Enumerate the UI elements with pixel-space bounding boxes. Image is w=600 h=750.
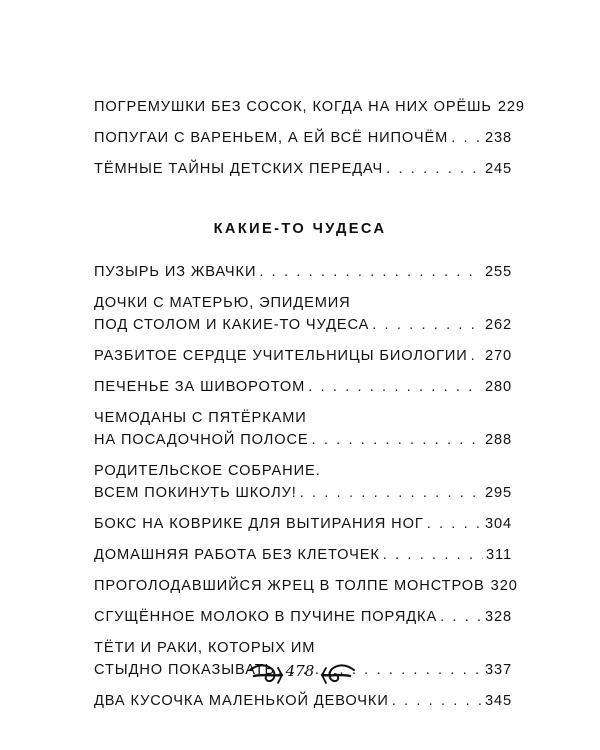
toc-entry-title: ДВА КУСОЧКА МАЛЕНЬКОЙ ДЕВОЧКИ <box>94 693 389 709</box>
toc-entry-title: ПУЗЫРЬ ИЗ ЖВАЧКИ <box>94 264 257 280</box>
toc-entry-page: 238 <box>484 130 512 146</box>
toc-entry[interactable] <box>94 544 512 566</box>
toc-entry[interactable] <box>94 513 512 535</box>
toc-entry-title-line1: ДОЧКИ С МАТЕРЬЮ, ЭПИДЕМИЯ <box>94 295 351 311</box>
toc-entry-page: 311 <box>486 547 512 563</box>
toc-entry-title: ПОД СТОЛОМ И КАКИЕ-ТО ЧУДЕСА <box>94 317 370 333</box>
toc-entry[interactable] <box>94 158 512 180</box>
dot-leader <box>451 127 482 149</box>
dot-leader <box>383 544 483 566</box>
dot-leader <box>259 261 482 283</box>
toc-entry[interactable] <box>94 575 518 597</box>
toc-entry-title-line1: РОДИТЕЛЬСКОЕ СОБРАНИЕ. <box>94 463 321 479</box>
toc-entry-page: 345 <box>484 693 512 709</box>
dot-leader <box>300 482 482 504</box>
dot-leader <box>440 606 482 628</box>
toc-entry[interactable] <box>94 292 512 336</box>
toc-entry-title: ПЕЧЕНЬЕ ЗА ШИВОРОТОМ <box>94 379 306 395</box>
toc-entry-title: ТЁМНЫЕ ТАЙНЫ ДЕТСКИХ ПЕРЕДАЧ <box>94 161 384 177</box>
section-heading: КАКИЕ-ТО ЧУДЕСА <box>213 221 387 237</box>
toc-entry-title: СТЫДНО ПОКАЗЫВАТЬ <box>94 662 275 678</box>
toc-main-block <box>94 261 518 721</box>
toc-entry-page: 337 <box>484 662 512 678</box>
page-footer <box>0 656 600 696</box>
right-flourish-icon <box>316 656 356 692</box>
dot-leader <box>471 345 482 367</box>
toc-entry-page: 280 <box>484 379 512 395</box>
toc-entry-page: 270 <box>484 348 512 364</box>
toc-entry[interactable] <box>94 376 512 398</box>
dot-leader <box>372 314 482 336</box>
dot-leader <box>386 158 482 180</box>
toc-entry[interactable] <box>94 261 512 283</box>
toc-entry-title: ПОПУГАИ С ВАРЕНЬЕМ, А ЕЙ ВСЁ НИПОЧЁМ <box>94 130 449 146</box>
toc-entry-title: НА ПОСАДОЧНОЙ ПОЛОСЕ <box>94 432 309 448</box>
toc-entry[interactable] <box>94 127 512 149</box>
toc-entry-page: 288 <box>484 432 512 448</box>
toc-entry-title: ВСЕМ ПОКИНУТЬ ШКОЛУ! <box>94 485 297 501</box>
toc-entry-title-line1: ТЁТИ И РАКИ, КОТОРЫХ ИМ <box>94 640 316 656</box>
toc-entry-title: РАЗБИТОЕ СЕРДЦЕ УЧИТЕЛЬНИЦЫ БИОЛОГИИ <box>94 348 468 364</box>
toc-entry[interactable] <box>94 345 512 367</box>
toc-entry-page: 229 <box>497 99 525 115</box>
toc-entry-title: ПРОГОЛОДАВШИЙСЯ ЖРЕЦ В ТОЛПЕ МОНСТРОВ <box>94 578 485 594</box>
toc-top-block <box>94 96 525 189</box>
toc-entry-page: 255 <box>484 264 512 280</box>
dot-leader <box>308 376 482 398</box>
dot-leader <box>427 513 482 535</box>
toc-entry-page: 262 <box>484 317 512 333</box>
dot-leader <box>312 429 482 451</box>
toc-entry[interactable] <box>94 460 512 504</box>
toc-entry-page: 304 <box>484 516 512 532</box>
toc-entry-title: СГУЩЁННОЕ МОЛОКО В ПУЧИНЕ ПОРЯДКА <box>94 609 438 625</box>
toc-entry-title-line1: ЧЕМОДАНЫ С ПЯТЁРКАМИ <box>94 410 307 426</box>
toc-entry-title: ПОГРЕМУШКИ БЕЗ СОСОК, КОГДА НА НИХ ОРЁШЬ <box>94 99 492 115</box>
toc-entry[interactable] <box>94 606 512 628</box>
toc-entry-page: 328 <box>484 609 512 625</box>
toc-entry-title: БОКС НА КОВРИКЕ ДЛЯ ВЫТИРАНИЯ НОГ <box>94 516 424 532</box>
toc-entry-page: 245 <box>484 161 512 177</box>
page-number: 478 <box>285 662 315 680</box>
toc-entry-page: 320 <box>490 578 518 594</box>
toc-entry[interactable] <box>94 407 512 451</box>
toc-entry-page: 295 <box>484 485 512 501</box>
toc-entry-title: ДОМАШНЯЯ РАБОТА БЕЗ КЛЕТОЧЕК <box>94 547 380 563</box>
toc-entry[interactable] <box>94 96 525 118</box>
